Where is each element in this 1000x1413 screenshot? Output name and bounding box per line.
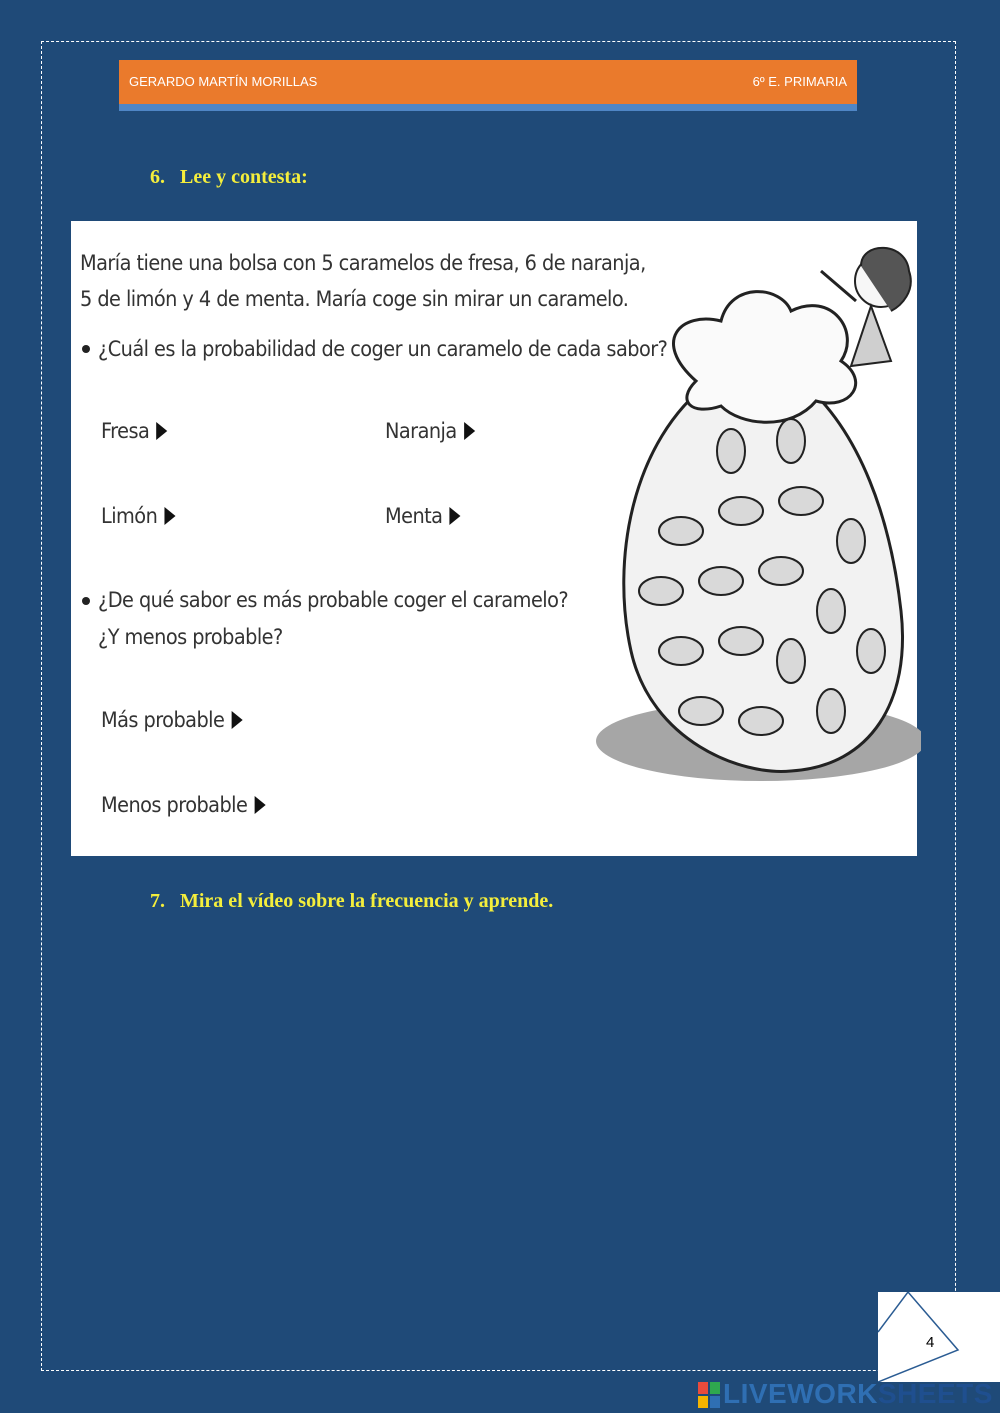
arrow-right-icon (165, 507, 176, 525)
arrow-right-icon (157, 422, 168, 440)
page-number-box (878, 1292, 1000, 1382)
label-fresa: Fresa (101, 419, 150, 443)
logo-text-part-1: LIVEWORK (723, 1378, 878, 1409)
header-author: GERARDO MARTÍN MORILLAS (129, 74, 318, 89)
header-strip (119, 104, 857, 111)
section-6-title: Lee y contesta: (180, 166, 308, 188)
page-number: 4 (926, 1334, 935, 1351)
answer-fresa (101, 419, 168, 443)
problem-card (71, 221, 917, 856)
bullet-2 (82, 597, 90, 605)
arrow-right-icon (232, 711, 243, 729)
problem-line-2: 5 de limón y 4 de menta. María coge sin mirar un caramelo. (80, 287, 629, 311)
section-7-title: Mira el vídeo sobre la frecuencia y aprende. (180, 890, 554, 912)
label-mas-probable: Más probable (101, 708, 225, 732)
problem-line-1: María tiene una bolsa con 5 caramelos de fresa, 6 de naranja, (80, 251, 646, 275)
label-naranja: Naranja (385, 419, 457, 443)
section-7-number: 7. (150, 890, 165, 912)
label-limon: Limón (101, 504, 158, 528)
question-1: ¿Cuál es la probabilidad de coger un caramelo de cada sabor? (98, 337, 668, 361)
candy-bag-illustration (591, 231, 921, 791)
arrow-right-icon (255, 796, 266, 814)
document-header (119, 60, 857, 104)
label-menos-probable: Menos probable (101, 793, 248, 817)
section-7-heading (150, 890, 553, 913)
answer-limon (101, 504, 176, 528)
header-course: 6º E. PRIMARIA (752, 74, 847, 89)
section-6-number: 6. (150, 166, 165, 188)
question-2-line-1: ¿De qué sabor es más probable coger el caramelo? (98, 588, 569, 612)
label-menta: Menta (385, 504, 443, 528)
answer-naranja (385, 419, 475, 443)
liveworksheets-logo-icon (698, 1380, 722, 1410)
answer-menos-probable (101, 793, 266, 817)
section-6-heading (150, 166, 308, 189)
logo-text-part-2: SHEETS (877, 1378, 993, 1409)
diamond-shape (878, 1292, 1000, 1382)
answer-mas-probable (101, 708, 243, 732)
liveworksheets-logo-text (723, 1378, 993, 1410)
question-2-line-2: ¿Y menos probable? (98, 625, 283, 649)
bullet-1 (82, 345, 90, 353)
arrow-right-icon (464, 422, 475, 440)
answer-menta (385, 504, 461, 528)
arrow-right-icon (450, 507, 461, 525)
